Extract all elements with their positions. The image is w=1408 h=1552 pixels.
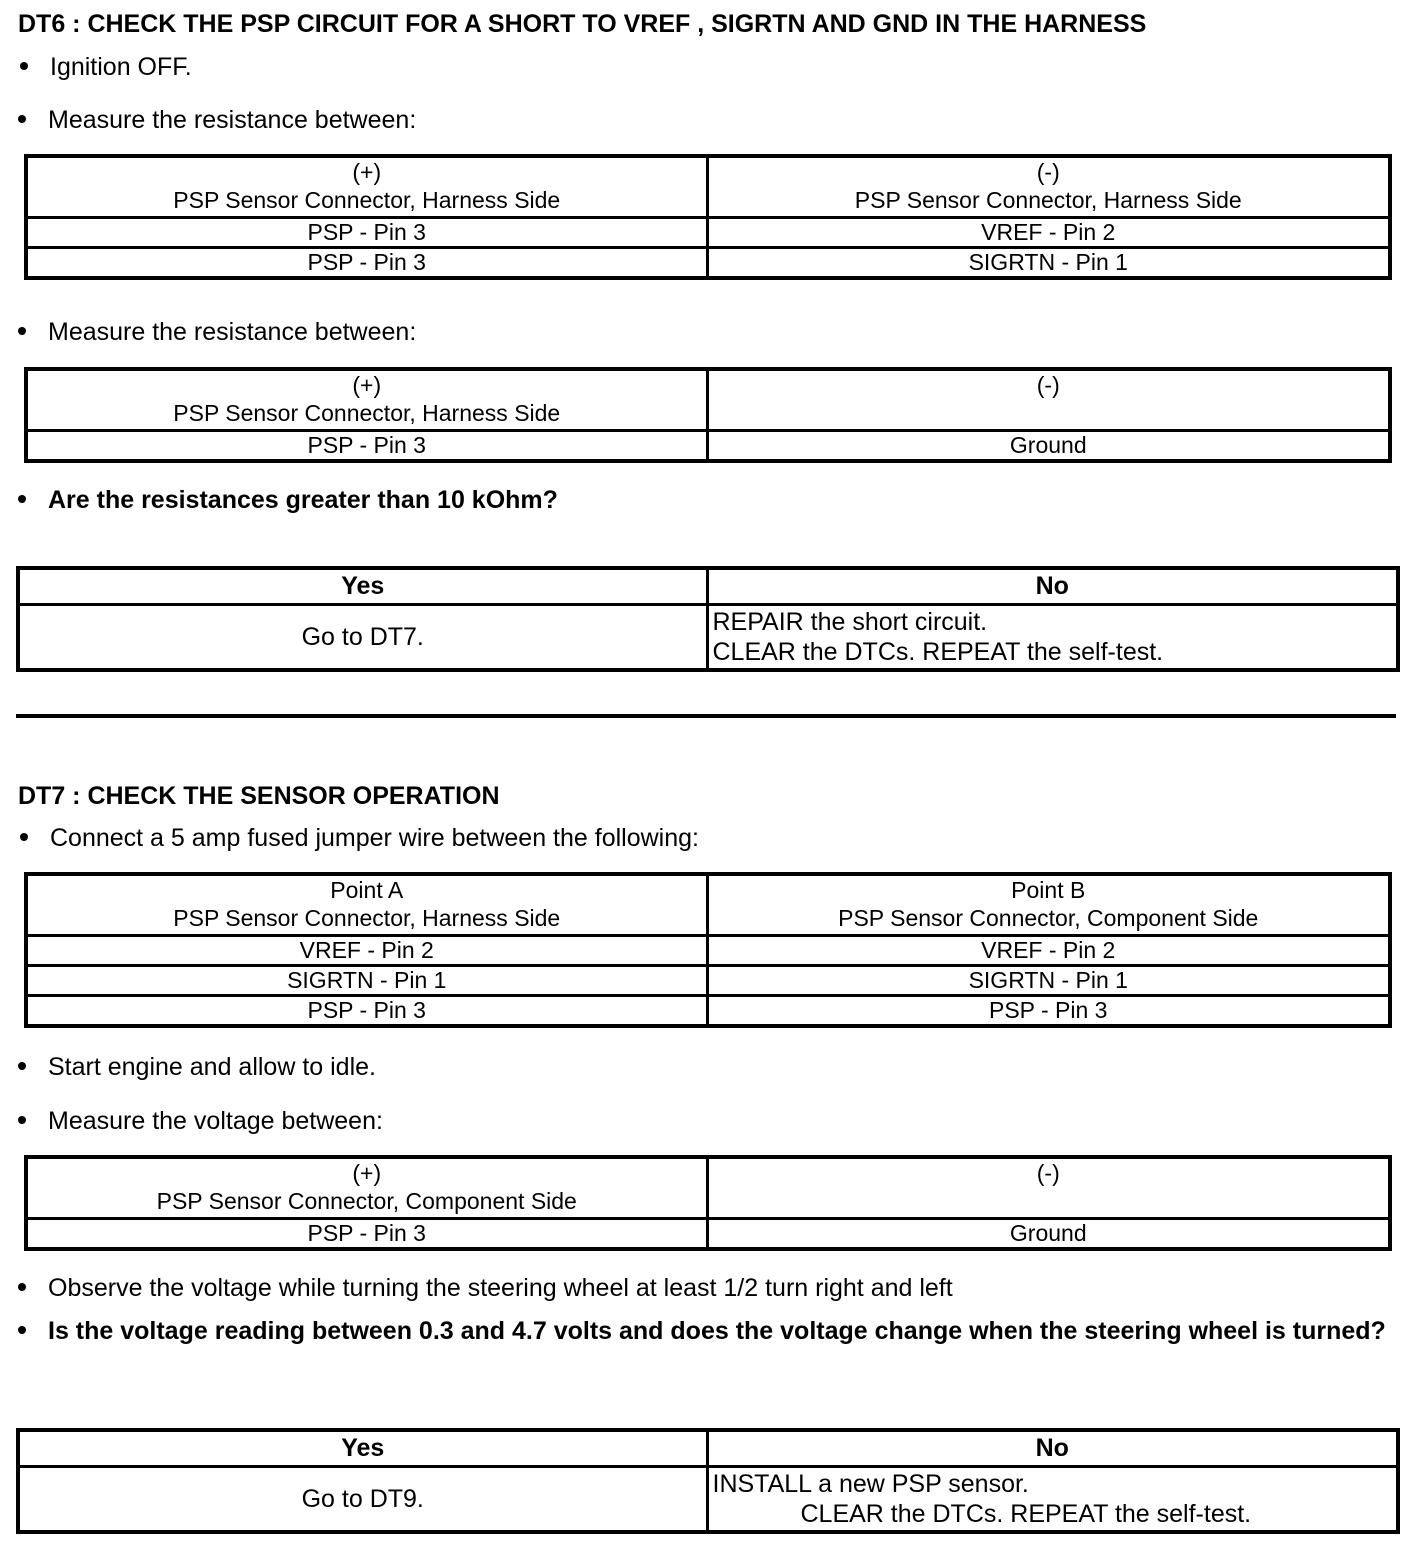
bullet-icon [20,833,28,841]
header-sign: (-) [1036,372,1060,398]
table-row [26,248,1390,279]
header-label: PSP Sensor Connector, Harness Side [173,400,561,426]
table-header-cell [707,369,1390,431]
dt6-step-measure-2-text: Measure the resistance between: [48,318,417,346]
table-row [26,1219,1390,1250]
no-action [707,1467,1398,1533]
header-sign: (+) [352,159,382,185]
header-label: PSP Sensor Connector, Harness Side [854,187,1242,213]
dt7-step-measure-voltage-text: Measure the voltage between: [48,1107,383,1135]
yes-action: Go to DT9. [18,1467,707,1533]
dt7-step-connect-text: Connect a 5 amp fused jumper wire between the following: [50,824,699,852]
dt6-resistance-table-2 [24,367,1392,463]
table-header-cell [707,874,1390,936]
header-sign: (-) [1036,1160,1060,1186]
header-label: PSP Sensor Connector, Harness Side [173,905,561,931]
dt6-decision-table [16,566,1400,672]
bullet-icon [18,1116,26,1124]
table-cell: VREF - Pin 2 [707,936,1390,966]
table-cell: VREF - Pin 2 [26,936,707,966]
yes-header: Yes [18,1430,707,1467]
table-header-cell [26,874,707,936]
table-header-cell [26,156,707,218]
dt7-step-connect [20,823,699,853]
dt7-decision-table [16,1428,1400,1534]
table-cell: SIGRTN - Pin 1 [707,248,1390,279]
dt6-title: DT6 : CHECK THE PSP CIRCUIT FOR A SHORT TO VREF , SIGRTN AND GND IN THE HARNESS [18,10,1147,38]
header-label: PSP Sensor Connector, Harness Side [173,187,561,213]
header-label: Point B [1011,877,1086,903]
header-sign: (-) [1036,159,1060,185]
table-row [26,431,1390,462]
header-sign: (+) [352,372,382,398]
table-cell: PSP - Pin 3 [26,431,707,462]
table-cell: PSP - Pin 3 [26,248,707,279]
table-row [26,936,1390,966]
dt6-step-ignition [20,52,192,82]
dt7-step-observe [18,1273,953,1303]
no-action [707,605,1398,671]
bullet-icon [18,115,26,123]
dt7-question [18,1316,1398,1346]
bullet-icon [18,1326,26,1334]
table-row [26,996,1390,1027]
dt7-step-measure-voltage [18,1106,383,1136]
table-cell: PSP - Pin 3 [26,218,707,248]
table-cell: SIGRTN - Pin 1 [26,966,707,996]
yes-action: Go to DT7. [18,605,707,671]
dt7-step-start-engine [18,1052,376,1082]
section-divider [16,714,1396,718]
table-header-cell [26,369,707,431]
dt6-step-measure-2 [18,317,416,347]
table-header-cell [707,156,1390,218]
header-label: PSP Sensor Connector, Component Side [156,1188,577,1214]
table-cell: PSP - Pin 3 [26,1219,707,1250]
table-row [26,218,1390,248]
table-header-cell [707,1157,1390,1219]
no-action-line: CLEAR the DTCs. REPEAT the self-test. [712,638,1164,666]
dt7-voltage-table [24,1155,1392,1251]
table-row [26,966,1390,996]
table-cell: Ground [707,1219,1390,1250]
bullet-icon [18,327,26,335]
bullet-icon [18,495,26,503]
dt7-question-text: Is the voltage reading between 0.3 and 4.7 volts and does the voltage change when the steering wheel is turned? [48,1317,1386,1345]
header-label: PSP Sensor Connector, Component Side [838,905,1259,931]
table-row [18,1467,1398,1533]
dt7-step-start-engine-text: Start engine and allow to idle. [48,1053,376,1081]
table-cell: SIGRTN - Pin 1 [707,966,1390,996]
no-action-line: INSTALL a new PSP sensor. [712,1470,1029,1498]
table-header-cell [26,1157,707,1219]
dt7-step-observe-text: Observe the voltage while turning the steering wheel at least 1/2 turn right and left [48,1274,953,1302]
dt7-title: DT7 : CHECK THE SENSOR OPERATION [18,782,500,810]
no-action-line: CLEAR the DTCs. REPEAT the self-test. [800,1500,1252,1528]
no-action-line: REPAIR the short circuit. [712,608,988,636]
table-cell: Ground [707,431,1390,462]
header-label: Point A [330,877,404,903]
table-cell: VREF - Pin 2 [707,218,1390,248]
no-header: No [707,568,1398,605]
bullet-icon [18,1062,26,1070]
header-sign: (+) [352,1160,382,1186]
dt6-resistance-table-1 [24,154,1392,280]
dt7-jumper-table [24,872,1392,1028]
dt6-step-measure-1-text: Measure the resistance between: [48,106,417,134]
dt6-question-text: Are the resistances greater than 10 kOhm? [48,486,558,514]
dt6-question [18,485,558,515]
yes-header: Yes [18,568,707,605]
table-cell: PSP - Pin 3 [707,996,1390,1027]
table-row [18,605,1398,671]
no-header: No [707,1430,1398,1467]
bullet-icon [20,62,28,70]
bullet-icon [18,1283,26,1291]
dt6-step-ignition-text: Ignition OFF. [50,53,192,81]
table-cell: PSP - Pin 3 [26,996,707,1027]
dt6-step-measure-1 [18,105,416,135]
